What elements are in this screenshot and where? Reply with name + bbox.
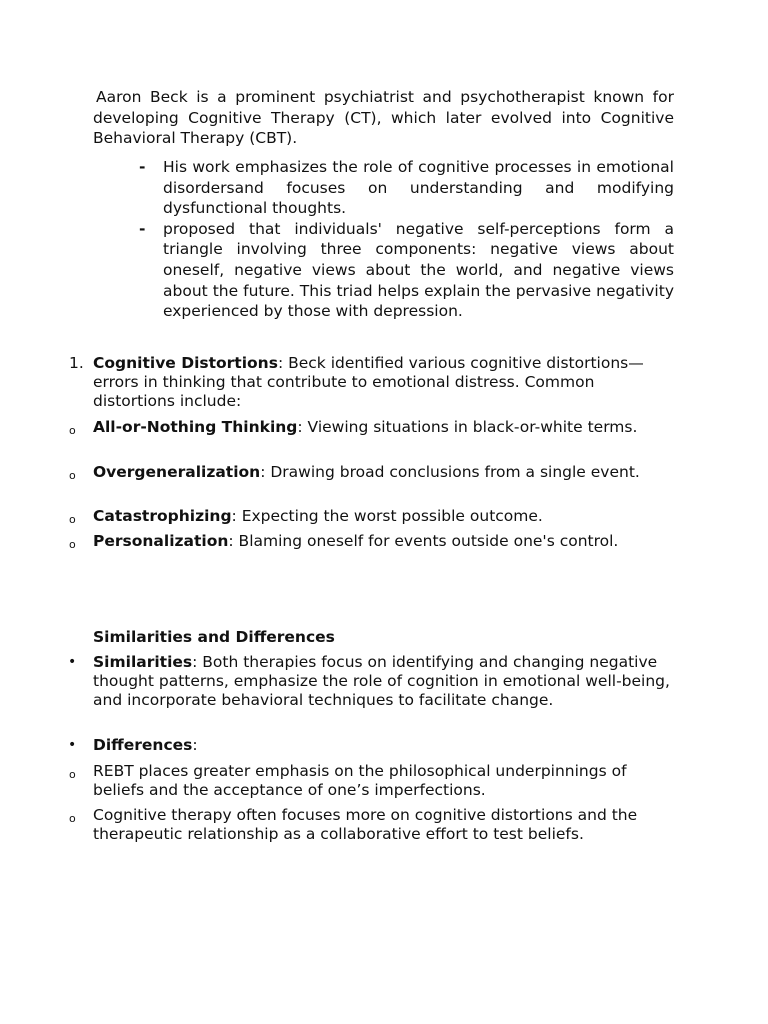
circle-bullet-icon: o xyxy=(69,768,76,781)
list-item xyxy=(0,532,768,551)
distortion-text: : Expecting the worst possible outcome. xyxy=(231,507,543,525)
circle-bullet-icon: o xyxy=(69,469,76,482)
circle-bullet-icon: o xyxy=(69,812,76,825)
distortion-term: Personalization xyxy=(93,532,229,550)
list-item xyxy=(0,418,768,437)
dash-marker: - xyxy=(139,158,146,176)
dash-item-text: His work emphasizes the role of cognitive processes in emotional disordersand focuses on understanding and modifying dysfunctional thoughts. xyxy=(163,158,674,218)
bullet-icon: • xyxy=(68,654,77,670)
list-item xyxy=(0,806,768,844)
list-item xyxy=(0,653,768,711)
intro-paragraph: Aaron Beck is a prominent psychiatrist and psychotherapist known for developing Cognitive Therapy (CT), which later evolved into Cognitive Behavioral Therapy (CBT). xyxy=(93,88,674,148)
differences-term: Differences xyxy=(93,736,193,754)
distortion-text: : Viewing situations in black-or-white terms. xyxy=(297,418,638,436)
numbered-item-text: : Beck identified various cognitive distortions—errors in thinking that contribute to emotional distress. Common distortions include: xyxy=(93,354,644,411)
numbered-item xyxy=(0,354,768,412)
distortion-term: Overgeneralization xyxy=(93,463,261,481)
dash-item xyxy=(0,219,768,322)
distortion-text: : Drawing broad conclusions from a single event. xyxy=(260,463,640,481)
circle-bullet-icon: o xyxy=(69,538,76,551)
section-heading: Similarities and Differences xyxy=(93,628,335,646)
distortion-term: Catastrophizing xyxy=(93,507,232,525)
similarities-text: : Both therapies focus on identifying and changing negative thought patterns, emphasize the role of cognition in emotional well-being, and incorporate behavioral techniques to facilitate change. xyxy=(93,653,670,710)
list-number: 1. xyxy=(69,354,84,372)
list-item xyxy=(0,736,768,755)
difference-text: Cognitive therapy often focuses more on cognitive distortions and the therapeutic relationship as a collaborative effort to test beliefs. xyxy=(93,806,638,844)
term-cognitive-distortions: Cognitive Distortions xyxy=(93,354,278,372)
dash-marker: - xyxy=(139,219,146,238)
list-item xyxy=(0,463,768,482)
bullet-icon: • xyxy=(68,737,77,753)
list-item xyxy=(0,507,768,526)
dash-item-text: proposed that individuals' negative self-perceptions form a triangle involving three components: negative views about oneself, negative views about the world, and negative views about the future. This triad helps explain the pervasive negativity experienced by those with depression. xyxy=(163,219,674,321)
dash-item xyxy=(0,157,768,219)
circle-bullet-icon: o xyxy=(69,513,76,526)
list-item xyxy=(0,762,768,800)
distortion-text: : Blaming oneself for events outside one's control. xyxy=(228,532,619,550)
similarities-term: Similarities xyxy=(93,653,193,671)
dash-list xyxy=(0,157,768,322)
differences-text: : xyxy=(192,736,198,754)
circle-bullet-icon: o xyxy=(69,424,76,437)
distortion-term: All-or-Nothing Thinking xyxy=(93,418,298,436)
difference-text: REBT places greater emphasis on the philosophical underpinnings of beliefs and the acceptance of one’s imperfections. xyxy=(93,762,627,800)
